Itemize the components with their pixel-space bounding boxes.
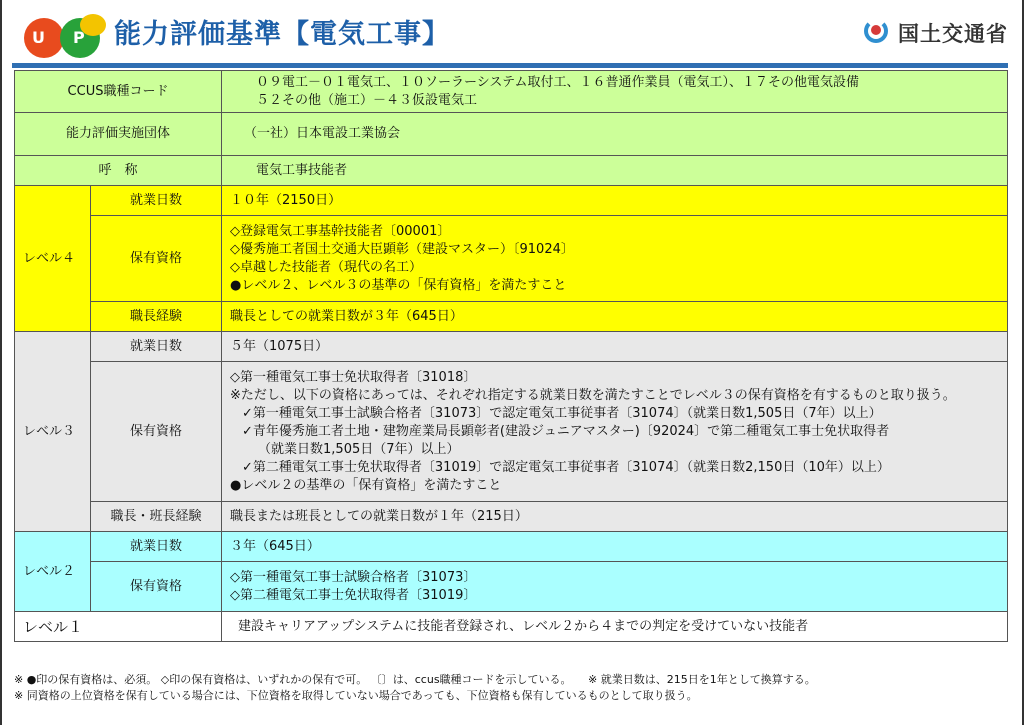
level3-days-label: 就業日数 bbox=[91, 332, 222, 362]
level1-row bbox=[15, 612, 1008, 642]
name-value: 電気工事技能者 bbox=[222, 156, 1008, 186]
level1-label: レベル１ bbox=[15, 612, 222, 642]
qual-item: ◇第二種電気工事士免状取得者〔31019〕 bbox=[230, 587, 477, 603]
level1-value: 建設キャリアアップシステムに技能者登録され、レベル２から４までの判定を受けていない技能者 bbox=[222, 612, 1008, 642]
qual-item: ◇優秀施工者国土交通大臣顕彰（建設マスター）〔91024〕 bbox=[230, 241, 574, 257]
level4-qual-list bbox=[222, 216, 1008, 302]
level3-lead-row bbox=[15, 502, 1008, 532]
qual-item: ◇第一種電気工事士免状取得者〔31018〕 bbox=[230, 369, 477, 385]
level4-lead-row bbox=[15, 302, 1008, 332]
ccus-line: ５２その他（施工）－４３仮設電気工 bbox=[256, 92, 478, 108]
org-label: 能力評価実施団体 bbox=[15, 113, 222, 156]
up-logo bbox=[24, 14, 106, 58]
page-title: 能力評価基準【電気工事】 bbox=[114, 19, 450, 50]
level3-qual-list bbox=[222, 362, 1008, 502]
level3-qual-row bbox=[15, 362, 1008, 502]
org-value: （一社）日本電設工業協会 bbox=[222, 113, 1008, 156]
header bbox=[14, 8, 1010, 64]
qual-item: ●レベル２、レベル３の基準の「保有資格」を満たすこと bbox=[230, 277, 567, 293]
footnote-1: ※ ●印の保有資格は、必須。 ◇印の保有資格は、いずれかの保有で可。 〔〕は、ccus職種コードを示している。 ※ 就業日数は、215日を1年として換算する。 bbox=[14, 673, 816, 686]
level3-days-row bbox=[15, 332, 1008, 362]
qual-item: ◇第一種電気工事士試験合格者〔31073〕 bbox=[230, 569, 477, 585]
level2-days-row bbox=[15, 532, 1008, 562]
ccus-row bbox=[15, 71, 1008, 113]
criteria-table bbox=[14, 70, 1008, 642]
footnotes bbox=[14, 672, 1010, 704]
level3-label: レベル３ bbox=[15, 332, 91, 532]
qual-item: ※ただし、以下の資格にあっては、それぞれ指定する就業日数を満たすことでレベル３の保有資格を有するものと取り扱う。 bbox=[230, 387, 956, 403]
level4-days-label: 就業日数 bbox=[91, 186, 222, 216]
level2-qual-row bbox=[15, 562, 1008, 612]
qual-item: ✓第一種電気工事士試験合格者〔31073〕で認定電気工事従事者〔31074〕（就業日数1,505日（7年）以上） bbox=[242, 405, 882, 421]
logo-letter-p: P bbox=[73, 28, 85, 47]
org-row bbox=[15, 113, 1008, 156]
level4-label: レベル４ bbox=[15, 186, 91, 332]
level4-days-value: １０年（2150日） bbox=[222, 186, 1008, 216]
level2-days-value: ３年（645日） bbox=[222, 532, 1008, 562]
ccus-value bbox=[222, 71, 1008, 113]
footnote-2: ※ 同資格の上位資格を保有している場合には、下位資格を取得していない場合であっても、下位資格も保有しているものとして取り扱う。 bbox=[14, 689, 698, 702]
ministry-logo-icon bbox=[862, 19, 890, 47]
level3-lead-label: 職長・班長経験 bbox=[91, 502, 222, 532]
ministry-brand bbox=[862, 18, 1008, 48]
level4-lead-value: 職長としての就業日数が３年（645日） bbox=[222, 302, 1008, 332]
ccus-line: ０９電工－０１電気工、１０ソーラーシステム取付工、１６普通作業員（電気工）、１７その他電気設備 bbox=[256, 74, 859, 90]
header-divider bbox=[12, 63, 1008, 68]
level3-lead-value: 職長または班長としての就業日数が１年（215日） bbox=[222, 502, 1008, 532]
qual-item: ✓第二種電気工事士免状取得者〔31019〕で認定電気工事従事者〔31074〕（就業日数2,150日（10年）以上） bbox=[242, 459, 890, 475]
level4-lead-label: 職長経験 bbox=[91, 302, 222, 332]
level3-days-value: ５年（1075日） bbox=[222, 332, 1008, 362]
ministry-name: 国土交通省 bbox=[898, 22, 1008, 46]
qual-item: ◇卓越した技能者（現代の名工） bbox=[230, 259, 423, 275]
ccus-label: CCUS職種コード bbox=[15, 71, 222, 113]
qual-item: （就業日数1,505日（7年）以上） bbox=[258, 441, 460, 457]
qual-item: ✓青年優秀施工者土地・建物産業局長顕彰者(建設ジュニアマスター)〔92024〕で第二種電気工事士免状取得者 bbox=[242, 423, 890, 439]
logo-letter-u: U bbox=[32, 28, 45, 47]
qual-item: ●レベル２の基準の「保有資格」を満たすこと bbox=[230, 477, 502, 493]
name-row bbox=[15, 156, 1008, 186]
level2-days-label: 就業日数 bbox=[91, 532, 222, 562]
level2-qual-list bbox=[222, 562, 1008, 612]
level4-qual-label: 保有資格 bbox=[91, 216, 222, 302]
level3-qual-label: 保有資格 bbox=[91, 362, 222, 502]
qual-item: ◇登録電気工事基幹技能者〔00001〕 bbox=[230, 223, 451, 239]
level2-label: レベル２ bbox=[15, 532, 91, 612]
level4-days-row bbox=[15, 186, 1008, 216]
level4-qual-row bbox=[15, 216, 1008, 302]
name-label: 呼 称 bbox=[15, 156, 222, 186]
level2-qual-label: 保有資格 bbox=[91, 562, 222, 612]
